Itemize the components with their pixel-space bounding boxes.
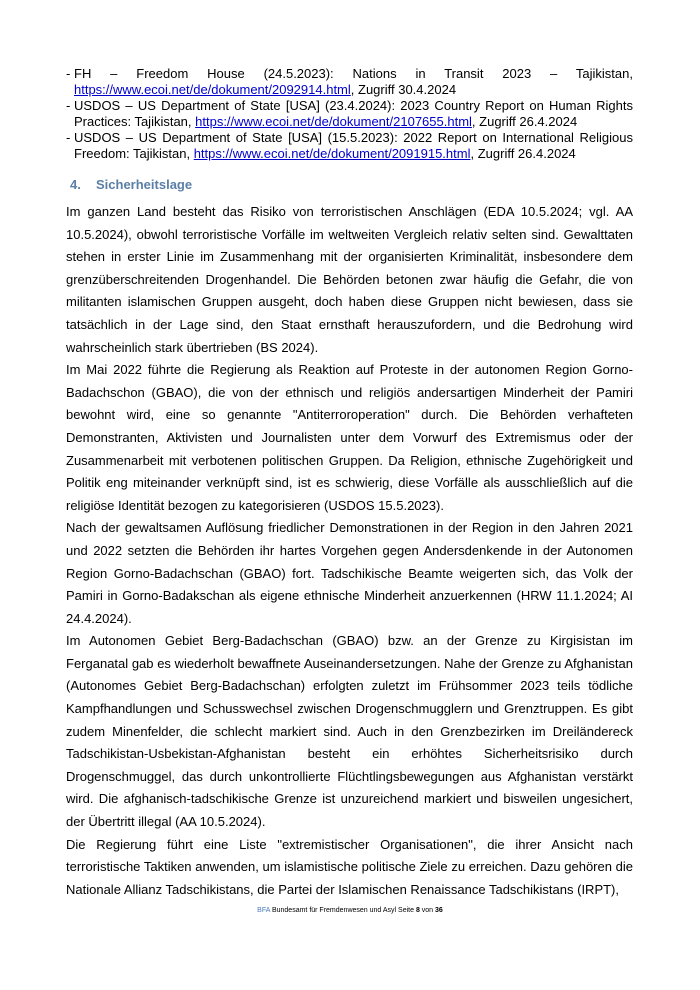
source-citation: USDOS – US Department of State [USA] (23.4.2024): 2023 Country Report on Human Rights Practices: Tajikistan, bbox=[74, 98, 633, 129]
body-paragraph: Im Autonomen Gebiet Berg-Badachschan (GBAO) bzw. an der Grenze zu Kirgisistan im Ferganatal gab es wiederholt bewaffnete Auseinandersetzungen. Nahe der Grenze zu Afghanistan (Autonomes Gebiet Berg-Badachschan) erfolgten zuletzt im Frühsommer 2023 teils tödliche Kampfhandlungen und Schusswechsel zwischen Drogenschmugglern und Grenztruppen. Es gibt zudem Minenfelder, die schlecht markiert sind. Auch in den Grenzbezirken im Dreiländereck Tadschikistan-Usbekistan-Afghanistan besteht ein erhöhtes Sicherheitsrisiko durch Drogenschmuggel, das durch unkontrollierte Flüchtlingsbewegungen aus Afghanistan verstärkt wird. Die afghanisch-tadschikische Grenze ist unzureichend markiert und bisweilen ungesichert, der Übertritt illegal (AA 10.5.2024). bbox=[66, 633, 633, 830]
source-text bbox=[74, 130, 633, 162]
body-paragraph: Im Mai 2022 führte die Regierung als Reaktion auf Proteste in der autonomen Region Gorno-Badachschon (GBAO), die von der ethnisch und religiös andersartigen Minderheit der Pamiri bewohnt wird, eine so genannte "Antiterroroperation" durch. Die Behörden verhafteten Demonstranten, Aktivisten und Journalisten unter dem Vorwurf des Extremismus oder der Zusammenarbeit mit verbotenen politischen Gruppen. Da Religion, ethnische Zugehörigkeit und Politik eng miteinander verknüpft sind, ist es schwierig, diese Vorfälle als ausschließlich auf die religiöse Identität bezogen zu kategorisieren (USDOS 15.5.2023). bbox=[66, 362, 633, 513]
section-heading bbox=[66, 177, 633, 193]
source-access-date: , Zugriff 26.4.2024 bbox=[471, 114, 578, 129]
footer-of: von bbox=[419, 907, 436, 914]
section-title: Sicherheitslage bbox=[96, 177, 193, 192]
list-dash: - bbox=[66, 130, 71, 145]
body-paragraph: Die Regierung führt eine Liste "extremistischer Organisationen", die ihrer Ansicht nach terroristische Taktiken anwenden, um islamistische politische Ziele zu erreichen. Dazu gehören die Nationale Allianz Tadschikistans, die Partei der Islamischen Renaissance Tadschikistans (IRPT), bbox=[66, 836, 633, 897]
source-item bbox=[66, 66, 633, 98]
footer-org: Bundesamt für Fremdenwesen und Asyl Seite bbox=[270, 907, 416, 914]
source-access-date: , Zugriff 26.4.2024 bbox=[470, 146, 576, 161]
source-link[interactable]: https://www.ecoi.net/de/dokument/2092914.html bbox=[74, 82, 351, 97]
page-content bbox=[66, 66, 633, 901]
section-number: 4. bbox=[70, 177, 81, 192]
source-access-date: , Zugriff 30.4.2024 bbox=[350, 82, 457, 97]
source-text bbox=[74, 98, 633, 130]
source-citation: USDOS – US Department of State [USA] (15.5.2023): 2022 Report on International Religious Freedom: Tajikistan, bbox=[74, 130, 633, 161]
list-dash: - bbox=[66, 66, 71, 81]
source-list bbox=[66, 66, 633, 162]
page-footer bbox=[0, 906, 700, 915]
list-dash: - bbox=[66, 98, 71, 113]
body-paragraph: Im ganzen Land besteht das Risiko von terroristischen Anschlägen (EDA 10.5.2024; vgl. AA 10.5.2024), obwohl terroristische Vorfälle im weltweiten Vergleich relativ selten sind. Gewalttaten stehen in erster Linie im Zusammenhang mit der organisierten Kriminalität, insbesondere dem grenzüberschreitenden Drogenhandel. Die Behörden betonen zwar häufig die Gefahr, die von militanten islamischen Gruppen ausgeht, doch haben diese Gruppen nicht bewiesen, dass sie tatsächlich in der Lage sind, den Staat ernsthaft herauszufordern, und die Bedrohung wird wahrscheinlich stark übertrieben (BS 2024). bbox=[66, 204, 633, 355]
source-item bbox=[66, 130, 633, 162]
source-link[interactable]: https://www.ecoi.net/de/dokument/2091915.html bbox=[193, 146, 471, 161]
footer-page-number: 8 bbox=[415, 907, 420, 914]
source-item bbox=[66, 98, 633, 130]
source-text bbox=[74, 66, 633, 98]
footer-page-total: 36 bbox=[435, 907, 443, 914]
source-link[interactable]: https://www.ecoi.net/de/dokument/2107655.html bbox=[195, 114, 472, 129]
body-paragraph: Nach der gewaltsamen Auflösung friedlicher Demonstrationen in der Region in den Jahren 2021 und 2022 setzten die Behörden ihr hartes Vorgehen gegen Andersdenkende in der Autonomen Region Gorno-Badachschan (GBAO) fort. Tadschikische Beamte weigerten sich, das Volk der Pamiri in Gorno-Badakschan als eigene ethnische Minderheit anzuerkennen (HRW 11.1.2024; AI 24.4.2024). bbox=[66, 520, 633, 626]
source-citation: FH – Freedom House (24.5.2023): Nations in Transit 2023 – Tajikistan, bbox=[74, 66, 633, 81]
footer-brand: BFA bbox=[257, 907, 271, 914]
